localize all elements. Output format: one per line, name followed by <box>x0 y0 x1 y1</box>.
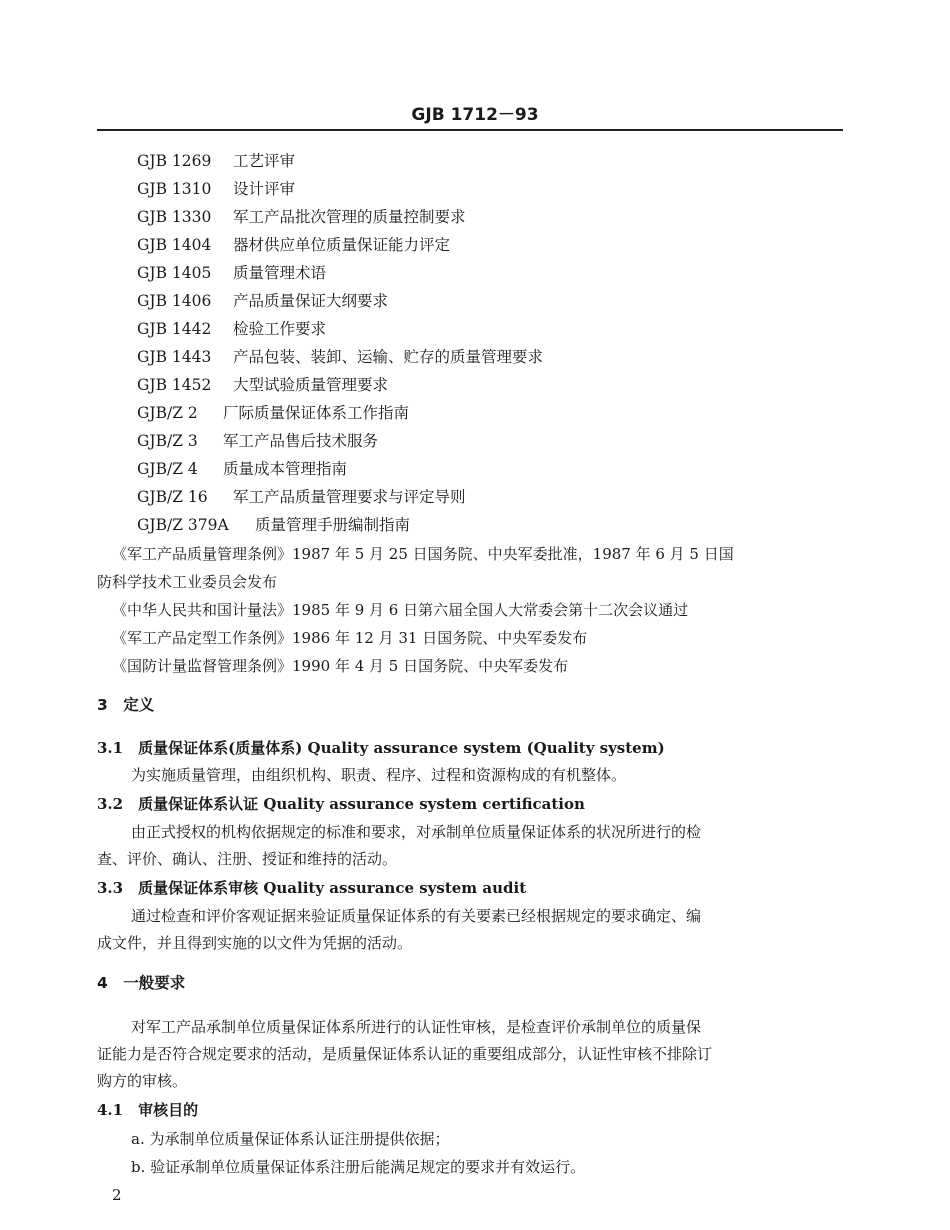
section-4-paragraph-1: 对军工产品承制单位质量保证体系所进行的认证性审核，是检查评价承制单位的质量保 <box>131 1018 702 1036</box>
section-4-paragraph-2: 证能力是否符合规定要求的活动，是质量保证体系认证的重要组成部分，认证性审核不排除订 <box>97 1045 713 1063</box>
list-item: GJB 1406 产品质量保证大纲要求 <box>137 292 389 310</box>
list-item: GJB/Z 4 质量成本管理指南 <box>137 460 348 478</box>
section-3-1-title: 3.1 质量保证体系(质量体系) Quality assurance system (Quality system) <box>97 739 665 757</box>
section-4-paragraph-3: 购方的审核。 <box>97 1072 188 1090</box>
section-3-3-body-1: 通过检查和评价客观证据来验证质量保证体系的有关要素已经根据规定的要求确定、编 <box>131 907 702 925</box>
section-3-1-body: 为实施质量管理，由组织机构、职责、程序、过程和资源构成的有机整体。 <box>131 766 627 784</box>
regulation-4: 《国防计量监督管理条例》1990 年 4 月 5 日国务院、中央军委发布 <box>112 657 569 675</box>
section-4-1-item-b: b. 验证承制单位质量保证体系注册后能满足规定的要求并有效运行。 <box>131 1158 586 1176</box>
list-item: GJB/Z 16 军工产品质量管理要求与评定导则 <box>137 488 466 506</box>
list-item: GJB 1269 工艺评审 <box>137 152 296 170</box>
list-item: GJB 1442 检验工作要求 <box>137 320 327 338</box>
list-item: GJB 1330 军工产品批次管理的质量控制要求 <box>137 208 466 226</box>
page-number: 2 <box>112 1186 122 1204</box>
regulation-1-line-1: 《军工产品质量管理条例》1987 年 5 月 25 日国务院、中央军委批准，1987 年 6 月 5 日国 <box>112 545 734 563</box>
section-4-heading: 4 一般要求 <box>97 974 186 992</box>
section-3-2-title: 3.2 质量保证体系认证 Quality assurance system certification <box>97 795 585 813</box>
list-item: GJB 1405 质量管理术语 <box>137 264 327 282</box>
section-3-3-title: 3.3 质量保证体系审核 Quality assurance system audit <box>97 879 527 897</box>
list-item: GJB 1404 器材供应单位质量保证能力评定 <box>137 236 451 254</box>
section-4-1-item-a: a. 为承制单位质量保证体系认证注册提供依据； <box>131 1130 450 1148</box>
document-header: GJB 1712－93 <box>411 105 539 125</box>
regulation-1-line-2: 防科学技术工业委员会发布 <box>97 573 278 591</box>
regulation-3: 《军工产品定型工作条例》1986 年 12 月 31 日国务院、中央军委发布 <box>112 629 588 647</box>
list-item: GJB/Z 379A 质量管理手册编制指南 <box>137 516 411 534</box>
regulation-2: 《中华人民共和国计量法》1985 年 9 月 6 日第六届全国人大常委会第十二次会议通过 <box>112 601 689 619</box>
list-item: GJB 1452 大型试验质量管理要求 <box>137 376 389 394</box>
section-3-3-body-2: 成文件，并且得到实施的以文件为凭据的活动。 <box>97 934 413 952</box>
section-3-2-body-2: 查、评价、确认、注册、授证和维持的活动。 <box>97 850 398 868</box>
section-3-2-body-1: 由正式授权的机构依据规定的标准和要求，对承制单位质量保证体系的状况所进行的检 <box>131 823 702 841</box>
list-item: GJB/Z 3 军工产品售后技术服务 <box>137 432 379 450</box>
list-item: GJB 1443 产品包装、装卸、运输、贮存的质量管理要求 <box>137 348 544 366</box>
section-4-1-title: 4.1 审核目的 <box>97 1101 199 1119</box>
section-3-heading: 3 定义 <box>97 696 155 714</box>
list-item: GJB 1310 设计评审 <box>137 180 296 198</box>
list-item: GJB/Z 2 厂际质量保证体系工作指南 <box>137 404 410 422</box>
header-rule <box>97 129 843 131</box>
